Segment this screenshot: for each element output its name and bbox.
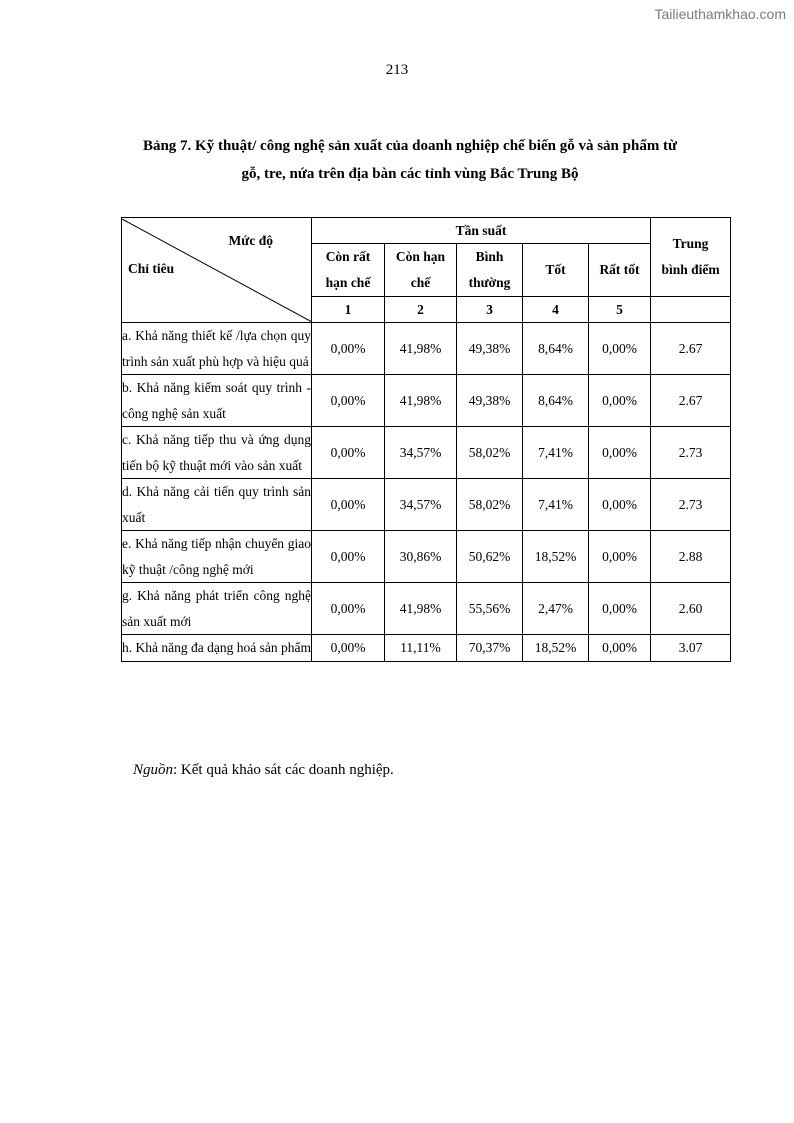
level-header-2-line-2: chế: [410, 275, 431, 290]
table-row: [122, 375, 731, 427]
watermark: Tailieuthamkhao.com: [654, 6, 786, 22]
corner-header-cell: [122, 218, 312, 323]
value-cell: 49,38%: [457, 375, 523, 427]
level-header-2: [385, 244, 457, 297]
value-cell: 49,38%: [457, 323, 523, 375]
value-cell: 7,41%: [523, 479, 589, 531]
value-cell: 30,86%: [385, 531, 457, 583]
table-title-line-2: gỗ, tre, nứa trên địa bàn các tỉnh vùng Bắc Trung Bộ: [241, 166, 579, 182]
value-cell: 0,00%: [589, 375, 651, 427]
value-cell: 34,57%: [385, 427, 457, 479]
level-header-1-line-1: Còn rất: [325, 249, 371, 264]
value-cell: 0,00%: [589, 583, 651, 635]
level-number-4: 4: [523, 297, 589, 323]
criterion-cell: a. Khả năng thiết kế /lựa chọn quy trình sản xuất phù hợp và hiệu quả: [122, 323, 312, 375]
level-header-3-line-1: Bình: [475, 249, 504, 264]
level-header-4: [523, 244, 589, 297]
value-cell: 0,00%: [589, 479, 651, 531]
value-cell: 0,00%: [312, 323, 385, 375]
value-cell: 0,00%: [312, 531, 385, 583]
level-header-5: [589, 244, 651, 297]
level-header-1-line-2: hạn chế: [325, 275, 371, 290]
value-cell: 0,00%: [312, 427, 385, 479]
average-cell: 2.60: [651, 583, 731, 635]
level-number-5: 5: [589, 297, 651, 323]
criterion-cell: h. Khả năng đa dạng hoá sản phẩm: [122, 635, 312, 662]
average-header-line-2: bình điểm: [661, 262, 720, 277]
average-header: [651, 218, 731, 297]
corner-level-label: Mức độ: [228, 232, 273, 248]
value-cell: 58,02%: [457, 479, 523, 531]
value-cell: 7,41%: [523, 427, 589, 479]
table-title: [110, 132, 710, 188]
level-header-5-line-1: Rất tốt: [599, 262, 640, 277]
average-cell: 2.67: [651, 323, 731, 375]
value-cell: 55,56%: [457, 583, 523, 635]
criterion-cell: c. Khả năng tiếp thu và ứng dụng tiến bộ kỹ thuật mới vào sản xuất: [122, 427, 312, 479]
value-cell: 0,00%: [589, 323, 651, 375]
source-note: [133, 762, 394, 779]
page-number: 213: [385, 62, 409, 78]
value-cell: 0,00%: [312, 479, 385, 531]
criterion-cell: g. Khả năng phát triển công nghệ sản xuất mới: [122, 583, 312, 635]
value-cell: 41,98%: [385, 375, 457, 427]
criterion-cell: d. Khả năng cải tiến quy trình sản xuất: [122, 479, 312, 531]
value-cell: 0,00%: [589, 635, 651, 662]
level-header-3: [457, 244, 523, 297]
level-header-1: [312, 244, 385, 297]
level-header-4-line-1: Tốt: [545, 262, 566, 277]
value-cell: 2,47%: [523, 583, 589, 635]
value-cell: 8,64%: [523, 323, 589, 375]
value-cell: 0,00%: [312, 635, 385, 662]
level-number-3: 3: [457, 297, 523, 323]
average-header-line-1: Trung: [672, 236, 709, 251]
value-cell: 50,62%: [457, 531, 523, 583]
average-cell: 2.73: [651, 479, 731, 531]
table-row: [122, 427, 731, 479]
level-header-3-line-2: thường: [468, 275, 511, 290]
level-number-1: 1: [312, 297, 385, 323]
average-cell: 2.73: [651, 427, 731, 479]
value-cell: 11,11%: [385, 635, 457, 662]
table-row: [122, 583, 731, 635]
value-cell: 0,00%: [589, 531, 651, 583]
value-cell: 18,52%: [523, 635, 589, 662]
corner-criterion-label: Chỉ tiêu: [128, 260, 175, 276]
value-cell: 0,00%: [312, 583, 385, 635]
value-cell: 8,64%: [523, 375, 589, 427]
average-cell: 3.07: [651, 635, 731, 662]
value-cell: 70,37%: [457, 635, 523, 662]
criterion-cell: e. Khả năng tiếp nhận chuyển giao kỹ thuật /công nghệ mới: [122, 531, 312, 583]
value-cell: 41,98%: [385, 583, 457, 635]
value-cell: 41,98%: [385, 323, 457, 375]
average-cell: 2.88: [651, 531, 731, 583]
value-cell: 0,00%: [312, 375, 385, 427]
frequency-header: Tần suất: [312, 218, 651, 244]
source-text: : Kết quả khảo sát các doanh nghiệp.: [173, 762, 394, 778]
level-header-2-line-1: Còn hạn: [395, 249, 446, 264]
average-cell: 2.67: [651, 375, 731, 427]
value-cell: 0,00%: [589, 427, 651, 479]
table-row: [122, 635, 731, 662]
value-cell: 34,57%: [385, 479, 457, 531]
source-label: Nguồn: [133, 762, 174, 778]
survey-table: [121, 217, 731, 662]
table-row: [122, 323, 731, 375]
table-row: [122, 479, 731, 531]
criterion-cell: b. Khả năng kiểm soát quy trình -công nghệ sản xuất: [122, 375, 312, 427]
level-number-2: 2: [385, 297, 457, 323]
value-cell: 18,52%: [523, 531, 589, 583]
table-title-line-1: Bảng 7. Kỹ thuật/ công nghệ sản xuất của doanh nghiệp chế biến gỗ và sản phẩm từ: [142, 138, 678, 154]
table-row: [122, 531, 731, 583]
average-number-cell: [651, 297, 731, 323]
value-cell: 58,02%: [457, 427, 523, 479]
